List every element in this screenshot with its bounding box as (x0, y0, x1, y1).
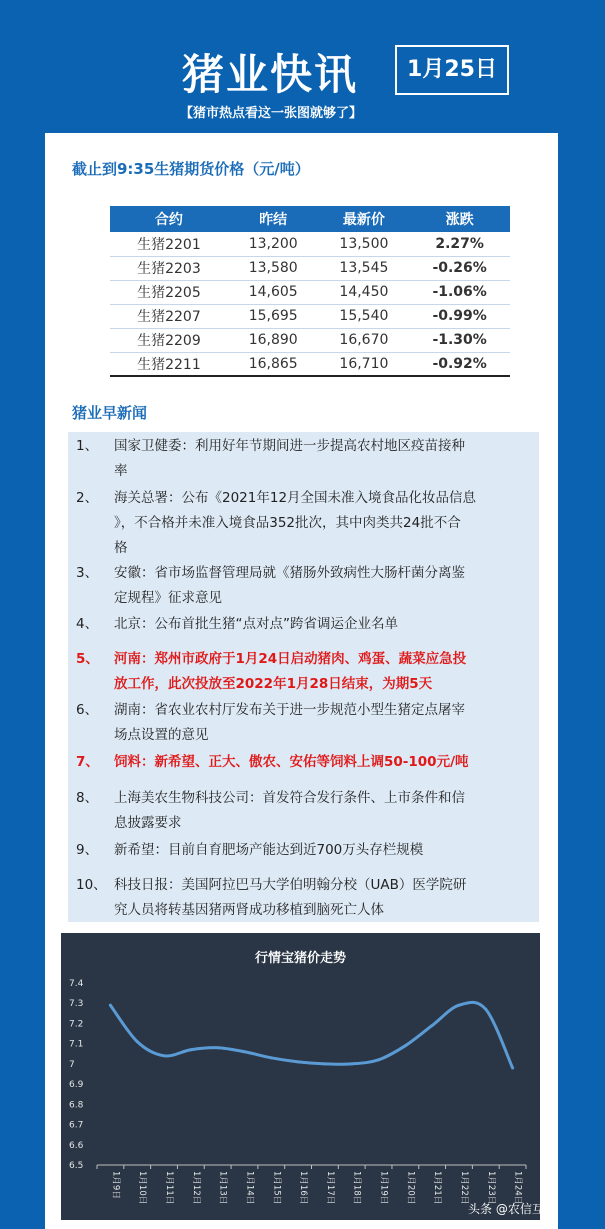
news-item-text (114, 698, 534, 748)
news-item-line: 科技日报：美国阿拉巴马大学伯明翰分校（UAB）医学院研 (114, 877, 467, 893)
x-tick-label: 1月9日 (110, 1171, 121, 1199)
change-cell: -1.06% (409, 280, 510, 304)
news-item-text (114, 434, 534, 484)
latest-price-cell: 14,450 (319, 280, 410, 304)
y-tick-label: 6.5 (69, 1161, 84, 1171)
prev-settle-cell: 16,890 (228, 328, 319, 352)
x-tick-label: 1月16日 (298, 1171, 309, 1205)
news-heading: 猪业早新闻 (72, 404, 148, 422)
news-item-text (114, 612, 534, 637)
x-tick-label: 1月21日 (432, 1171, 443, 1205)
x-tick-label: 1月13日 (217, 1171, 228, 1205)
y-tick-label: 6.7 (69, 1120, 84, 1131)
x-tick-label: 1月22日 (458, 1171, 469, 1205)
date-badge: 1月25日 (395, 45, 509, 95)
x-tick-label: 1月24日 (512, 1171, 523, 1205)
news-item-text (114, 561, 534, 611)
data-point (297, 1060, 300, 1063)
data-point (323, 1062, 326, 1065)
news-item-line: 场点设置的意见 (114, 727, 209, 743)
y-tick-label: 7 (69, 1059, 75, 1070)
latest-price-cell: 15,540 (319, 304, 410, 328)
news-item-number: 8、 (76, 790, 99, 806)
y-tick-label: 7.2 (69, 1019, 84, 1030)
news-item-text (114, 486, 534, 561)
data-point (404, 1044, 407, 1047)
x-tick-label: 1月15日 (271, 1171, 282, 1205)
y-tick-label: 6.6 (69, 1140, 84, 1151)
page-title: 猪业快讯 (182, 50, 359, 99)
news-item-line: 饲料：新希望、正大、傲农、安佑等饲料上调50-100元/吨 (114, 754, 469, 770)
x-tick-label: 1月17日 (324, 1171, 335, 1205)
contract-cell: 生猪2205 (110, 280, 228, 304)
contract-cell: 生猪2211 (110, 352, 228, 376)
table-row (110, 232, 510, 256)
data-point (189, 1048, 192, 1051)
chart-svg (61, 933, 540, 1220)
x-tick-label: 1月12日 (190, 1171, 201, 1205)
contract-cell: 生猪2209 (110, 328, 228, 352)
data-point (216, 1046, 219, 1049)
change-cell: -0.92% (409, 352, 510, 376)
chart-title: 行情宝猪价走势 (254, 951, 346, 966)
prev-settle-cell: 14,605 (228, 280, 319, 304)
x-tick-label: 1月11日 (164, 1171, 175, 1205)
column-header: 涨跌 (409, 206, 510, 232)
latest-price-cell: 16,710 (319, 352, 410, 376)
news-item-line: 格 (114, 540, 128, 556)
futures-table (110, 206, 510, 377)
news-item-text (114, 838, 534, 863)
news-item-line: 定规程》征求意见 (114, 590, 222, 606)
latest-price-cell: 13,545 (319, 256, 410, 280)
x-tick-label: 1月18日 (351, 1171, 362, 1205)
news-item-line: 安徽：省市场监督管理局就《猪肠外致病性大肠杆菌分离鉴 (114, 565, 465, 581)
change-cell: 2.27% (409, 232, 510, 256)
price-series-line (110, 1002, 512, 1068)
prev-settle-cell: 13,580 (228, 256, 319, 280)
futures-heading: 截止到9:35生猪期货价格（元/吨） (72, 160, 310, 178)
news-item-number: 1、 (76, 438, 99, 454)
y-tick-label: 7.3 (69, 999, 84, 1010)
prev-settle-cell: 16,865 (228, 352, 319, 376)
news-item-number: 2、 (76, 490, 99, 506)
change-cell: -0.26% (409, 256, 510, 280)
news-item-line: 放工作，此次投放至2022年1月28日结束，为期5天 (114, 676, 433, 692)
page-subtitle: 【猪市热点看这一张图就够了】 (180, 106, 363, 121)
data-point (484, 1008, 487, 1011)
x-tick-label: 1月23日 (485, 1171, 496, 1205)
column-header: 最新价 (319, 206, 410, 232)
news-item-line: 湖南：省农业农村厅发布关于进一步规范小型生猪定点屠宰 (114, 702, 465, 718)
data-point (163, 1054, 166, 1057)
table-row (110, 256, 510, 280)
column-header: 昨结 (228, 206, 319, 232)
table-row (110, 328, 510, 352)
watermark: 头条 @农信互联 (468, 1202, 556, 1216)
column-header: 合约 (110, 206, 228, 232)
news-item-line: 究人员将转基因猪两肾成功移植到脑死亡人体 (114, 902, 384, 918)
x-tick-label: 1月10日 (137, 1171, 148, 1205)
news-item-line: 率 (114, 463, 128, 479)
data-point (511, 1066, 514, 1069)
data-point (109, 1004, 112, 1007)
news-item-line: 北京：公布首批生猪“点对点”跨省调运企业名单 (114, 616, 398, 632)
news-item-line: 新希望：目前自育肥场产能达到近700万头存栏规模 (114, 842, 424, 858)
price-chart (61, 933, 540, 1220)
table-row (110, 304, 510, 328)
news-item-text (114, 786, 534, 836)
news-item-line: 海关总署：公布《2021年12月全国未准入境食品化妆品信息 (114, 490, 477, 506)
news-item-number: 4、 (76, 616, 99, 632)
news-item-text (114, 750, 534, 775)
news-item-number: 9、 (76, 842, 99, 858)
news-item-line: 》，不合格并未准入境食品352批次，其中肉类共24批不合 (114, 515, 461, 531)
news-list (68, 432, 539, 922)
table-row (110, 352, 510, 376)
x-tick-label: 1月14日 (244, 1171, 255, 1205)
change-cell: -0.99% (409, 304, 510, 328)
data-point (243, 1050, 246, 1053)
y-tick-label: 6.9 (69, 1080, 84, 1091)
contract-cell: 生猪2203 (110, 256, 228, 280)
news-item-text (114, 873, 534, 923)
news-item-line: 国家卫健委：利用好年节期间进一步提高农村地区疫苗接种 (114, 438, 465, 454)
data-point (377, 1058, 380, 1061)
news-item-number: 6、 (76, 702, 99, 718)
contract-cell: 生猪2207 (110, 304, 228, 328)
data-point (431, 1024, 434, 1027)
news-item-line: 河南：郑州市政府于1月24日启动猪肉、鸡蛋、蔬菜应急投 (114, 651, 467, 667)
y-tick-label: 6.8 (69, 1100, 84, 1111)
data-point (136, 1040, 139, 1043)
x-tick-label: 1月19日 (378, 1171, 389, 1205)
data-point (350, 1062, 353, 1065)
data-point (270, 1056, 273, 1059)
news-item-number: 10、 (76, 877, 107, 893)
prev-settle-cell: 15,695 (228, 304, 319, 328)
table-row (110, 280, 510, 304)
x-tick-label: 1月20日 (405, 1171, 416, 1205)
news-item-number: 5、 (76, 651, 99, 667)
data-point (457, 1004, 460, 1007)
y-tick-label: 7.4 (69, 979, 84, 989)
latest-price-cell: 13,500 (319, 232, 410, 256)
y-tick-label: 7.1 (69, 1039, 84, 1050)
news-item-number: 3、 (76, 565, 99, 581)
latest-price-cell: 16,670 (319, 328, 410, 352)
change-cell: -1.30% (409, 328, 510, 352)
news-item-text (114, 647, 534, 697)
contract-cell: 生猪2201 (110, 232, 228, 256)
prev-settle-cell: 13,200 (228, 232, 319, 256)
news-item-line: 上海美农生物科技公司：首发符合发行条件、上市条件和信 (114, 790, 465, 806)
news-item-number: 7、 (76, 754, 99, 770)
table-header-row (110, 206, 510, 232)
news-item-line: 息披露要求 (114, 815, 182, 831)
